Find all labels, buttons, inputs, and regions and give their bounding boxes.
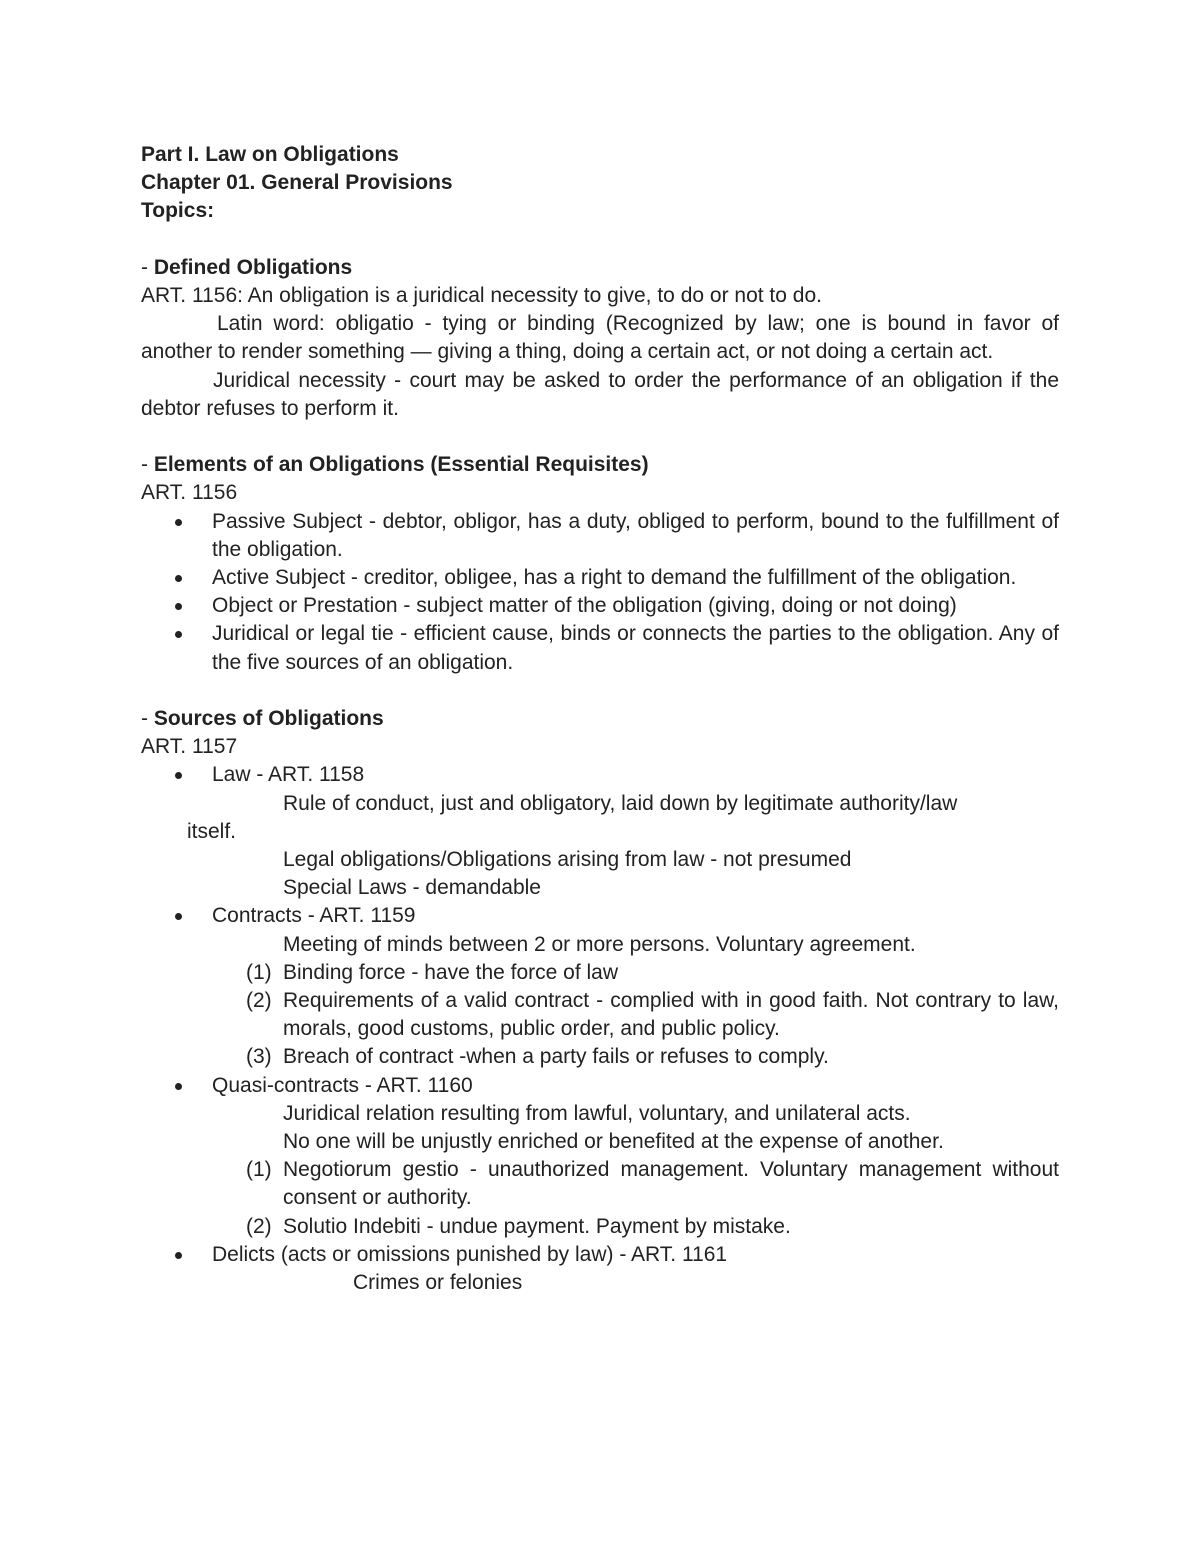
list-item xyxy=(212,508,1059,564)
dash: - xyxy=(141,255,154,279)
sources-list xyxy=(141,761,1059,1297)
list-item-quasi xyxy=(212,1072,1059,1241)
law-line2: Legal obligations/Obligations arising from law - not presumed xyxy=(283,848,852,872)
item-number: (1) xyxy=(246,960,272,984)
defined-art: ART. 1156: An obligation is a juridical necessity to give, to do or not to do. xyxy=(141,284,822,307)
item-number: (2) xyxy=(246,989,272,1013)
elements-list xyxy=(141,508,1059,677)
law-line1a: Rule of conduct, just and obligatory, laid down by legitimate authority/law xyxy=(283,791,958,815)
item-number: (3) xyxy=(246,1045,272,1069)
numbered-item xyxy=(246,1156,1059,1212)
bullet-icon xyxy=(175,772,182,779)
bullet-icon xyxy=(175,913,182,920)
numbered-item xyxy=(246,987,1059,1043)
list-item xyxy=(212,620,1059,676)
list-item-text: Juridical or legal tie - efficient cause, binds or connects the parties to the obligation. Any of the five sources of an obligation. xyxy=(212,622,1059,674)
numbered-item xyxy=(246,1043,1059,1071)
defined-necessity: Juridical necessity - court may be asked to order the performance of an obligation if the debtor refuses to perform it. xyxy=(141,368,1059,420)
list-item-delicts xyxy=(212,1241,1059,1297)
item-text: Requirements of a valid contract - complied with in good faith. Not contrary to law, morals, good customs, public order, and public policy. xyxy=(283,989,1059,1041)
law-title: Law - ART. 1158 xyxy=(212,763,365,787)
item-text: Solutio Indebiti - undue payment. Payment by mistake. xyxy=(283,1214,791,1238)
list-item-law xyxy=(187,761,1059,902)
item-text: Binding force - have the force of law xyxy=(283,960,619,984)
defined-heading-text: Defined Obligations xyxy=(153,255,353,279)
delicts-title: Delicts (acts or omissions punished by law) - ART. 1161 xyxy=(212,1242,728,1266)
contracts-title: Contracts - ART. 1159 xyxy=(212,904,416,928)
item-number: (2) xyxy=(246,1214,272,1238)
list-item-contracts xyxy=(212,902,1059,1071)
numbered-item xyxy=(246,959,1059,987)
law-line3: Special Laws - demandable xyxy=(283,876,541,900)
list-item xyxy=(212,592,1059,620)
document-content xyxy=(141,141,1059,1297)
item-text: Negotiorum gestio - unauthorized management. Voluntary management without consent or authority. xyxy=(283,1158,1059,1210)
quasi-line1: Juridical relation resulting from lawful, voluntary, and unilateral acts. xyxy=(283,1101,911,1125)
law-line1b: itself. xyxy=(187,819,237,843)
list-item xyxy=(212,564,1059,592)
part-title: Part I. Law on Obligations xyxy=(141,143,399,166)
list-item-text: Active Subject - creditor, obligee, has a right to demand the fulfillment of the obligation. xyxy=(212,566,1017,590)
list-item-text: Passive Subject - debtor, obligor, has a duty, obliged to perform, bound to the fulfillment of the obligation. xyxy=(212,509,1059,561)
defined-heading xyxy=(141,254,1059,282)
chapter-title: Chapter 01. General Provisions xyxy=(141,171,453,195)
sources-heading-text: Sources of Obligations xyxy=(153,707,384,731)
quasi-line2: No one will be unjustly enriched or benefited at the expense of another. xyxy=(283,1130,944,1154)
bullet-icon xyxy=(175,1252,182,1259)
list-item-text: Object or Prestation - subject matter of the obligation (giving, doing or not doing) xyxy=(212,594,957,618)
sources-art: ART. 1157 xyxy=(141,735,238,759)
bullet-icon xyxy=(175,603,182,610)
bullet-icon xyxy=(175,1083,182,1090)
contracts-line1: Meeting of minds between 2 or more persons. Voluntary agreement. xyxy=(283,932,916,956)
elements-art: ART. 1156 xyxy=(141,481,238,505)
dash: - xyxy=(141,707,154,731)
item-text: Breach of contract -when a party fails or refuses to comply. xyxy=(283,1045,829,1069)
delicts-line1: Crimes or felonies xyxy=(353,1271,523,1295)
bullet-icon xyxy=(175,631,182,638)
bullet-icon xyxy=(175,575,182,582)
bullet-icon xyxy=(175,519,182,526)
item-number: (1) xyxy=(246,1158,272,1182)
elements-heading xyxy=(141,451,1059,479)
numbered-item xyxy=(246,1213,1059,1241)
topics-label: Topics: xyxy=(141,199,215,223)
dash: - xyxy=(141,453,154,477)
quasi-title: Quasi-contracts - ART. 1160 xyxy=(212,1073,473,1097)
defined-latin: Latin word: obligatio - tying or binding (Recognized by law; one is bound in favor of another to render something — giving a thing, doing a certain act, or not doing a certain act. xyxy=(141,312,1059,364)
sources-heading xyxy=(141,705,1059,733)
elements-heading-text: Elements of an Obligations (Essential Requisites) xyxy=(153,453,649,477)
